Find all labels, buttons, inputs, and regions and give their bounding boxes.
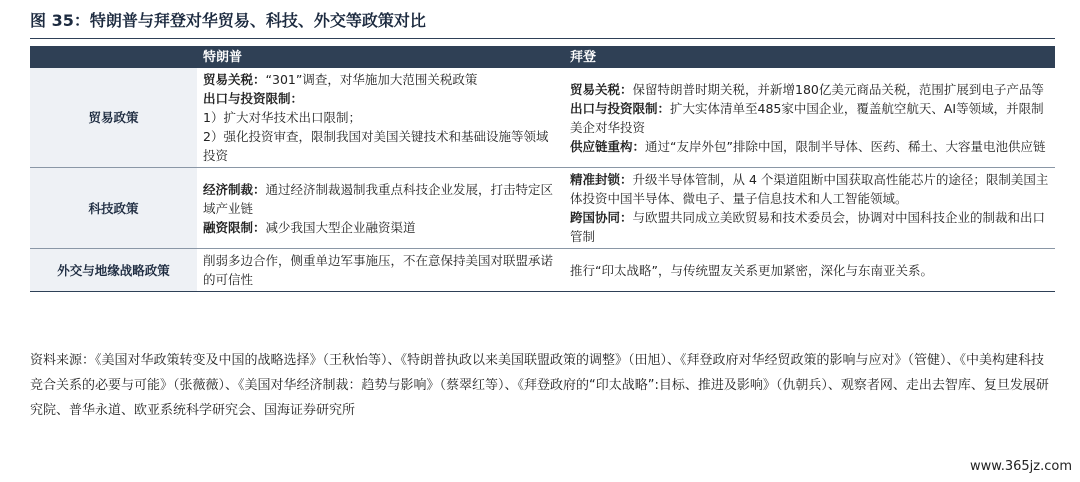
policy-item-label: 出口与投资限制： (570, 100, 671, 116)
policy-item (203, 180, 558, 218)
policy-item-label: 出口与投资限制： (203, 91, 304, 106)
biden-policy-cell (564, 249, 1055, 292)
policy-item (570, 208, 1049, 246)
table-header-row (30, 46, 1055, 68)
policy-item-label: 融资限制： (203, 219, 266, 235)
policy-item (203, 70, 558, 89)
policy-item-text: 通过经济制裁遏制我重点科技企业发展，打击特定区域产业链 (203, 181, 554, 216)
biden-policy-cell (564, 68, 1055, 168)
policy-item-text: 削弱多边合作，侧重单边军事施压，不在意保持美国对联盟承诺的可信性 (203, 253, 554, 287)
policy-item (203, 218, 558, 237)
table-row (30, 68, 1055, 168)
policy-item (570, 261, 1049, 280)
policy-item-text: 推行“印太战略”，与传统盟友关系更加紧密，深化与东南亚关系。 (570, 262, 933, 278)
figure-title: 图 35：特朗普与拜登对华贸易、科技、外交等政策对比 (30, 10, 1055, 39)
watermark: www.365jz.com (970, 459, 1072, 474)
policy-item-label: 跨国协同： (570, 210, 633, 225)
policy-comparison-table (30, 46, 1055, 292)
trump-policy-cell (197, 68, 564, 168)
policy-item-text: 保留特朗普时期关税，并新增180亿美元商品关税，范围扩展到电子产品等 (632, 81, 1044, 97)
policy-item (203, 251, 558, 289)
policy-item (570, 137, 1049, 156)
row-category: 外交与地缘战略政策 (30, 249, 197, 292)
policy-item-text: 与欧盟共同成立美欧贸易和技术委员会，协调对中国科技企业的制裁和出口管制 (570, 210, 1046, 244)
policy-item (570, 80, 1049, 99)
policy-item-text: 2）强化投资审查，限制我国对美国关键技术和基础设施等领域投资 (203, 129, 549, 163)
policy-item-text: 1）扩大对华技术出口限制； (203, 110, 361, 125)
policy-item-text: 扩大实体清单至485家中国企业，覆盖航空航天、AI等领域，并限制美企对华投资 (570, 100, 1044, 135)
policy-item-text: “301”调查，对华施加大范围关税政策 (265, 72, 478, 87)
policy-item (203, 108, 558, 127)
policy-item (570, 170, 1049, 208)
row-category: 科技政策 (30, 168, 197, 249)
policy-item (570, 99, 1049, 137)
table-row (30, 168, 1055, 249)
policy-item-label: 贸易关税： (570, 81, 633, 97)
trump-policy-cell (197, 168, 564, 249)
header-trump: 特朗普 (197, 46, 564, 68)
policy-item-label: 经济制裁： (203, 181, 266, 197)
policy-item-text: 减少我国大型企业融资渠道 (265, 219, 416, 235)
trump-policy-cell (197, 249, 564, 292)
header-blank (30, 46, 197, 68)
table-row (30, 249, 1055, 292)
source-note: 资料来源：《美国对华政策转变及中国的战略选择》（王秋怡等）、《特朗普执政以来美国联盟政策的调整》（田旭）、《拜登政府对华经贸政策的影响与应对》（管健）、《中美构建科技竞合关系的必要与可能》（张薇薇）、《美国对华经济制裁：趋势与影响》（蔡翠红等）、《拜登政府的“印太战略”:目标、推进及影响》（仇朝兵）、观察者网、走出去智库、复旦发展研究院、普华永道、欧亚系统科学研究会、国海证券研究所 (30, 353, 1049, 418)
policy-item-text: 升级半导体管制，从 4 个渠道阻断中国获取高性能芯片的途径；限制美国主体投资中国半导体、微电子、量子信息技术和人工智能领域。 (570, 172, 1049, 206)
policy-item-text: 通过“友岸外包”排除中国，限制半导体、医药、稀土、大容量电池供应链 (645, 138, 1046, 154)
policy-item-label: 贸易关税： (203, 72, 266, 87)
policy-item (203, 89, 558, 108)
policy-item-label: 供应链重构： (570, 138, 646, 154)
row-category: 贸易政策 (30, 68, 197, 168)
policy-item (203, 127, 558, 165)
header-biden: 拜登 (564, 46, 1055, 68)
biden-policy-cell (564, 168, 1055, 249)
policy-item-label: 精准封锁： (570, 172, 633, 187)
